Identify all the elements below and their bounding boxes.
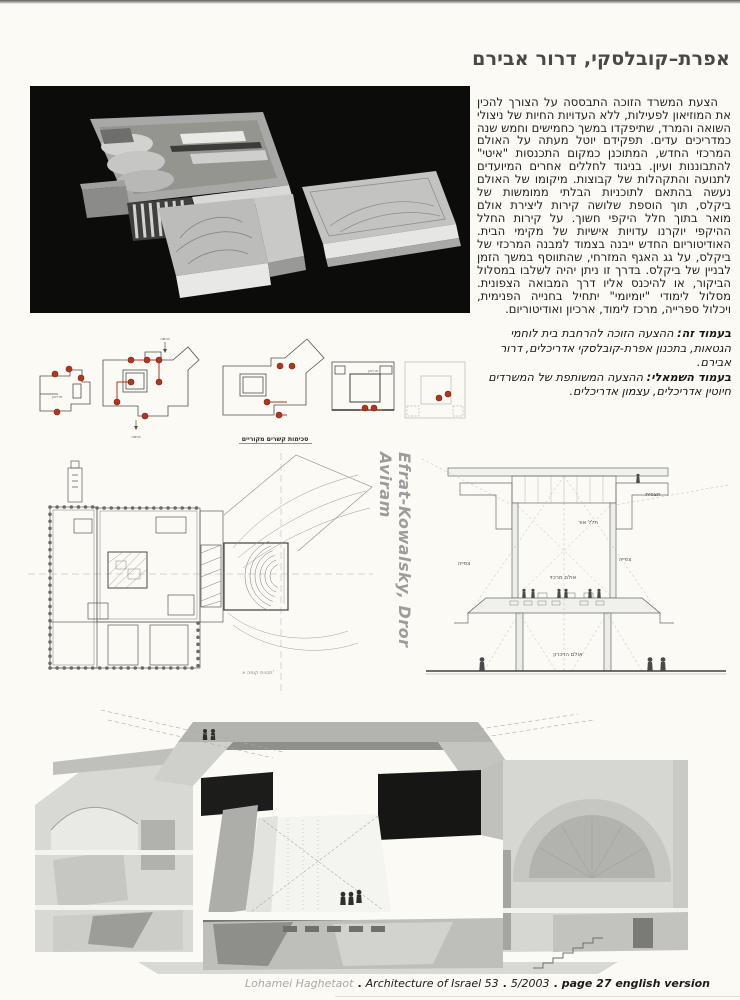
- floorplan-caption: תכנית קומה א': [242, 670, 274, 676]
- footer: [0, 977, 710, 990]
- model-photo: [30, 86, 470, 313]
- caption-label-left-page: בעמוד השמאלי:: [646, 370, 731, 384]
- entrance-label-bottom: כניסה: [131, 434, 141, 439]
- section-structure: [448, 468, 674, 671]
- auditorium: [224, 541, 288, 611]
- topo-contours: [224, 455, 372, 650]
- footer-separator-2: .: [502, 977, 507, 990]
- museum-label-2: מוזיאון: [367, 368, 379, 373]
- label-viewing-right: צפייה: [618, 557, 632, 563]
- small-plan-4: [332, 362, 394, 410]
- central-hall-hatched: [108, 552, 147, 588]
- small-plan-3: [223, 339, 324, 415]
- diagrams-caption: סכימות קשרים מקוריים: [241, 436, 309, 443]
- label-main-hall: אולם מרכזי: [549, 575, 577, 581]
- render-right-block: [481, 760, 688, 968]
- museum-label-1: מוזיאון: [51, 394, 63, 399]
- caption-text-this-page: ההצעה הזוכה להרחבת בית לוחמי הגטאות, בתכנון אפרת-קובלסקי אדריכלים, דרור אבירם.: [499, 327, 731, 370]
- footer-separator-1: .: [357, 977, 362, 990]
- footer-rule: [335, 996, 740, 997]
- architect-credit-vertical: Efrat-Kowalsky, Dror Aviram: [376, 452, 414, 648]
- page-title: אפרת–קובלסקי, דרור אבירם: [472, 47, 730, 70]
- floorplan-drawing: [28, 453, 373, 691]
- label-memorial-hall: אולם הזיכרון: [553, 652, 583, 658]
- section-labels: [458, 492, 661, 658]
- footer-separator-3: .: [553, 977, 558, 990]
- footer-page-note: page 27 english version: [561, 977, 710, 990]
- section-diagram: [420, 455, 732, 697]
- section-figures: [479, 474, 665, 671]
- article-body: הצעת המשרד הזוכה התבססה על הצורך להכין את המוזיאון לפעילות, ללא העדויות החיות של ניצולי השואה והמרד, שתיפקדו במשך כחמישים וחמש שנה כמדריכים עדים. תפקידם יוטל מעתה על האולם המרכזי החדש, המתוכנן כמקום התכנסות "איטי" להתבוננות ועיון. בניגוד לחללים אחרים המיועדים לתנועה והתקהלות של קבוצות. מיקומו של האולם נעשה בהתאם לתוכניות הבלתי ממומשות של ביקלס, תוך הוספת שלושה קירות ליצירת אולם מואר בתוך חלל היקפי חשוך. על קירות החלל ההיקפי יוקרנו עדויות אישיות של מקימי הבית. האודיטוריום החדש ייבנה בצמוד למבנה המרכזי של ביקלס, על גג האגף המזרחי, שהתווסף במשך הזמן לבניין של ביקלס. בדרך זו ניתן יהיה לשלבו במסלול הביקור, או להיכנס אליו דרך המבואה הצפונית. מסלול לימודי "יומיומי" יתחיל בחנייה הפנימית, ויכלול ספרייה, מרכז לימוד, ארכיון ואודיטוריום.: [477, 94, 731, 316]
- label-light-space: חלל אור: [578, 520, 598, 526]
- footer-issue: 5/2003: [510, 977, 550, 990]
- axis-lines: [28, 453, 373, 691]
- footer-magazine: Architecture of Israel 53: [365, 977, 499, 990]
- red-connection-lines: [117, 360, 382, 415]
- footer-project: Lohamei Haghetaot: [245, 977, 354, 990]
- caption-label-this-page: בעמוד זה:: [677, 327, 731, 340]
- label-viewing-left: צפייה: [457, 561, 471, 567]
- section-rendering: [33, 700, 713, 976]
- caption-text-left-page: ההצעה המשותפת של המשרדים חיוטין אדריכלים, עצמון אדריכלים.: [488, 370, 731, 399]
- scan-top-edge: [0, 0, 740, 4]
- render-center: [153, 722, 525, 970]
- connection-diagrams: [35, 336, 475, 448]
- small-plan-5: [405, 362, 465, 418]
- hatched-corridor: [201, 545, 221, 607]
- image-captions: [477, 327, 731, 400]
- label-observation: תצפית: [645, 492, 661, 498]
- entrance-label-top: כניסה: [160, 336, 170, 341]
